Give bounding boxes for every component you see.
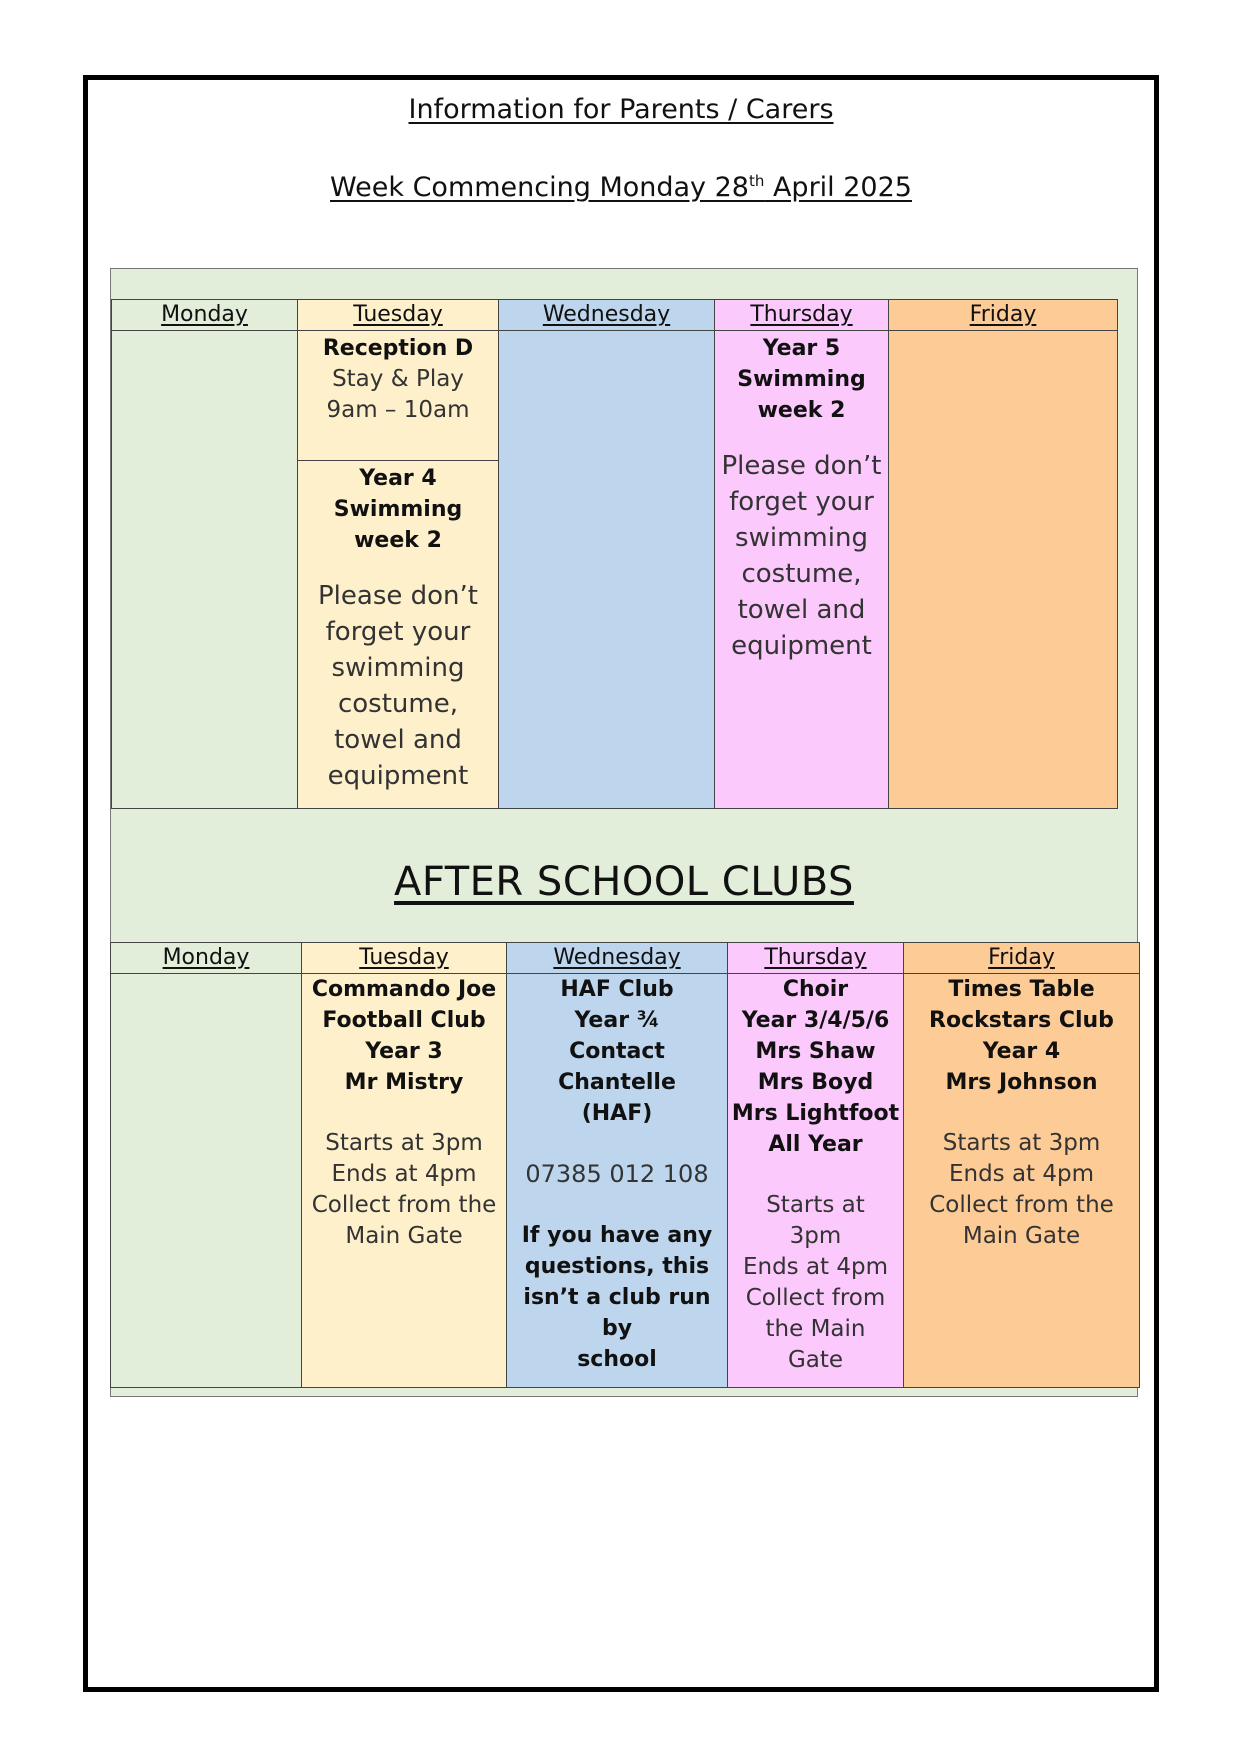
clubs-header-thursday: Thursday [728,943,904,974]
clubs-cell-thursday [728,974,904,1388]
week-cell-thursday [715,331,889,809]
week-table [111,299,1118,809]
schedule-panel [110,268,1138,1397]
clubs-header-friday: Friday [904,943,1140,974]
haf-phone: 07385 012 108 [525,1160,709,1188]
week-suffix: April 2025 [764,172,912,203]
clubs-title: AFTER SCHOOL CLUBS [394,859,854,905]
clubs-header-wednesday: Wednesday [507,943,728,974]
week-heading [88,172,1154,203]
week-body-row [112,331,1118,809]
year5-swimming-title: Year 5 Swimming week 2 [737,336,866,423]
week-header-friday: Friday [889,300,1118,331]
page-title [88,94,1154,125]
choir-title: Choir Year 3/4/5/6 Mrs Shaw Mrs Boyd Mrs Lightfoot All Year [731,977,900,1157]
title-text: Information for Parents / Carers [408,94,834,125]
tuesday-event-reception [298,331,498,461]
week-header-row [112,300,1118,331]
reception-details: Stay & Play 9am – 10am [326,366,470,423]
clubs-header-monday: Monday [111,943,302,974]
clubs-header-tuesday: Tuesday [302,943,507,974]
clubs-table [110,942,1140,1388]
week-header-thursday: Thursday [715,300,889,331]
clubs-cell-friday [904,974,1140,1388]
commando-joe-title: Commando Joe Football Club Year 3 Mr Mistry [311,977,497,1095]
year4-swimming-title: Year 4 Swimming week 2 [333,466,463,553]
week-header-tuesday: Tuesday [298,300,499,331]
haf-club-title: HAF Club Year ¾ Contact Chantelle (HAF) [558,977,676,1126]
year5-swimming-note: Please don’t forget your swimming costume, towel and equipment [721,451,882,661]
page-frame [83,75,1159,1692]
times-table-title: Times Table Rockstars Club Year 4 Mrs Johnson [929,977,1114,1095]
week-header-wednesday: Wednesday [499,300,715,331]
commando-joe-details: Starts at 3pm Ends at 4pm Collect from the Main Gate [311,1130,497,1249]
choir-details: Starts at 3pm Ends at 4pm Collect from the Main Gate [742,1192,889,1373]
clubs-cell-tuesday [302,974,507,1388]
times-table-details: Starts at 3pm Ends at 4pm Collect from the Main Gate [929,1130,1114,1249]
week-sup: th [748,172,765,190]
tuesday-event-swimming [298,461,498,794]
week-cell-monday [112,331,298,809]
week-cell-tuesday [298,331,499,809]
clubs-cell-monday [111,974,302,1388]
year4-swimming-note: Please don’t forget your swimming costume, towel and equipment [318,581,478,791]
clubs-body-row [111,974,1140,1388]
clubs-cell-wednesday [507,974,728,1388]
reception-title: Reception D [322,336,474,361]
clubs-header-row [111,943,1140,974]
week-header-monday: Monday [112,300,298,331]
week-cell-wednesday [499,331,715,809]
week-cell-friday [889,331,1118,809]
week-prefix: Week Commencing Monday 28 [330,172,749,203]
haf-note: If you have any questions, this isn’t a club run by school [521,1223,713,1372]
